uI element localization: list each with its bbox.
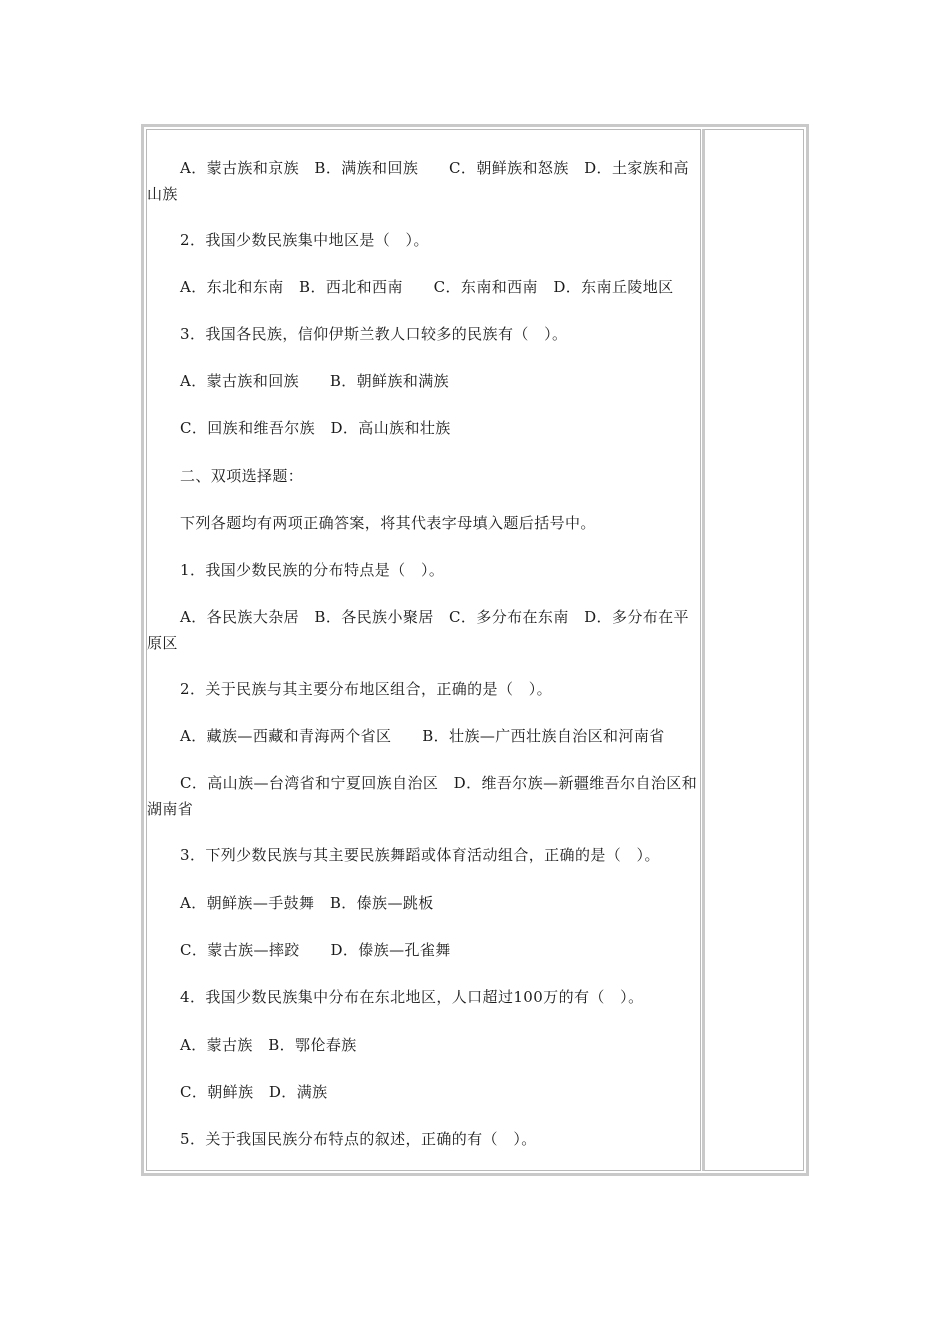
side-cell (702, 129, 804, 1171)
q3-options-ab: A．蒙古族和回族 B．朝鲜族和满族 (180, 372, 450, 390)
section-heading: 二、双项选择题： (180, 467, 304, 485)
dq1-question: 1．我国少数民族的分布特点是（ ）。 (180, 561, 445, 579)
dq3-question: 3．下列少数民族与其主要民族舞蹈或体育活动组合，正确的是（ ）。 (180, 846, 660, 864)
q2-options: A．东北和东南 B．西北和西南 C．东南和西南 D．东南丘陵地区 (180, 278, 674, 296)
question-cell (146, 129, 701, 1171)
dq3-options-cd: C．蒙古族—摔跤 D．傣族—孔雀舞 (180, 941, 451, 959)
q2-question: 2．我国少数民族集中地区是（ ）。 (180, 231, 429, 249)
dq4-options-cd: C．朝鲜族 D．满族 (180, 1083, 328, 1101)
dq5-question: 5．关于我国民族分布特点的叙述，正确的有（ ）。 (180, 1130, 537, 1148)
question-table (141, 124, 809, 1176)
dq4-question: 4．我国少数民族集中分布在东北地区，人口超过100万的有（ ）。 (180, 988, 644, 1006)
q1-options: A．蒙古族和京族 B．满族和回族 C．朝鲜族和怒族 D．土家族和高山族 (147, 159, 689, 203)
dq4-options-ab: A．蒙古族 B．鄂伦春族 (180, 1036, 357, 1054)
dq3-options-ab: A．朝鲜族—手鼓舞 B．傣族—跳板 (180, 894, 434, 912)
q3-options-cd: C．回族和维吾尔族 D．高山族和壮族 (180, 419, 451, 437)
dq2-options-cd: C．高山族—台湾省和宁夏回族自治区 D．维吾尔族—新疆维吾尔自治区和湖南省 (147, 774, 698, 818)
q3-question: 3．我国各民族，信仰伊斯兰教人口较多的民族有（ ）。 (180, 325, 568, 343)
dq2-question: 2．关于民族与其主要分布地区组合，正确的是（ ）。 (180, 680, 553, 698)
dq2-options-ab: A．藏族—西藏和青海两个省区 B．壮族—广西壮族自治区和河南省 (180, 727, 665, 745)
section-instructions: 下列各题均有两项正确答案，将其代表字母填入题后括号中。 (180, 514, 596, 532)
dq1-options: A．各民族大杂居 B．各民族小聚居 C．多分布在东南 D．多分布在平原区 (147, 608, 689, 652)
